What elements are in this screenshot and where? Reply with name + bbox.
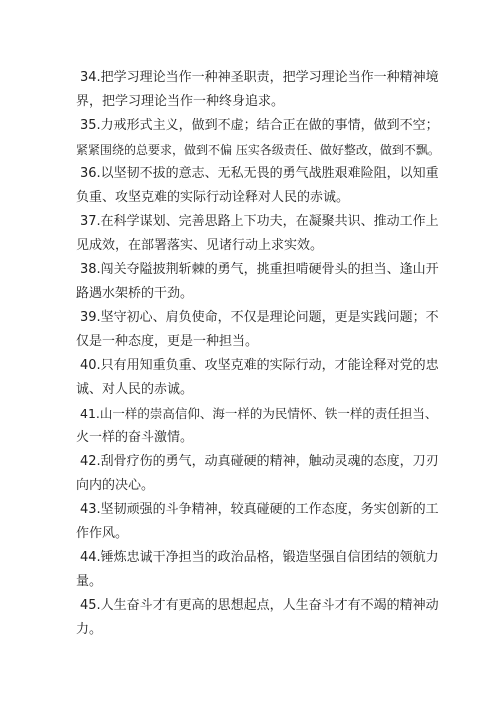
item-42-line-2: 向内的决心。 [76,478,155,493]
item-39-line-2: 仅是一种态度，更是一种担当。 [76,334,259,349]
item-45-line-2: 力。 [76,622,103,637]
item-44-line-2: 量。 [76,574,103,589]
item-37-line-2: 见成效，在部署落实、见诸行动上求实效。 [76,238,324,253]
item-40-line-2: 诚、对人民的赤诚。 [76,382,194,397]
item-44-line-1: 44.锤炼忠诚干净担当的政治品格，锻造坚强自信团结的领航力 [80,550,439,565]
item-35-line-1: 35.力戒形式主义，做到不虚；结合正在做的事情，做到不空； [80,118,439,133]
item-38-line-1: 38.闯关夺隘披荆斩棘的勇气，挑重担啃硬骨头的担当、逢山开 [80,262,439,277]
item-43-line-1: 43.坚韧顽强的斗争精神，较真碰硬的工作态度，务实创新的工 [80,502,439,517]
item-41-line-2: 火一样的奋斗激情。 [76,430,194,445]
item-42-line-1: 42.刮骨疗伤的勇气，动真碰硬的精神，触动灵魂的态度，刀刃 [80,454,439,469]
item-41-line-1: 41.山一样的崇高信仰、海一样的为民情怀、铁一样的责任担当、 [80,406,438,421]
item-37-line-1: 37.在科学谋划、完善思路上下功夫，在凝聚共识、推动工作上 [80,214,439,229]
item-35-line-2: 紧紧围绕的总要求，做到不偏 压实各级责任、做好整改，做到不飘。 [76,143,440,157]
item-45-line-1: 45.人生奋斗才有更高的思想起点，人生奋斗才有不竭的精神动 [80,598,439,613]
item-39-line-1: 39.坚守初心、肩负使命，不仅是理论问题，更是实践问题；不 [80,310,439,325]
item-40-line-1: 40.只有用知重负重、攻坚克难的实际行动，才能诠释对党的忠 [80,358,439,373]
item-36-line-1: 36.以坚韧不拔的意志、无私无畏的勇气战胜艰难险阻，以知重 [80,166,439,181]
item-34-line-1: 34.把学习理论当作一种神圣职责，把学习理论当作一种精神境 [80,70,439,85]
item-38-line-2: 路遇水架桥的干劲。 [76,286,194,301]
item-43-line-2: 作作风。 [76,526,129,541]
item-36-line-2: 负重、攻坚克难的实际行动诠释对人民的赤诚。 [76,190,350,205]
item-34-line-2: 界，把学习理论当作一种终身追求。 [76,94,285,109]
